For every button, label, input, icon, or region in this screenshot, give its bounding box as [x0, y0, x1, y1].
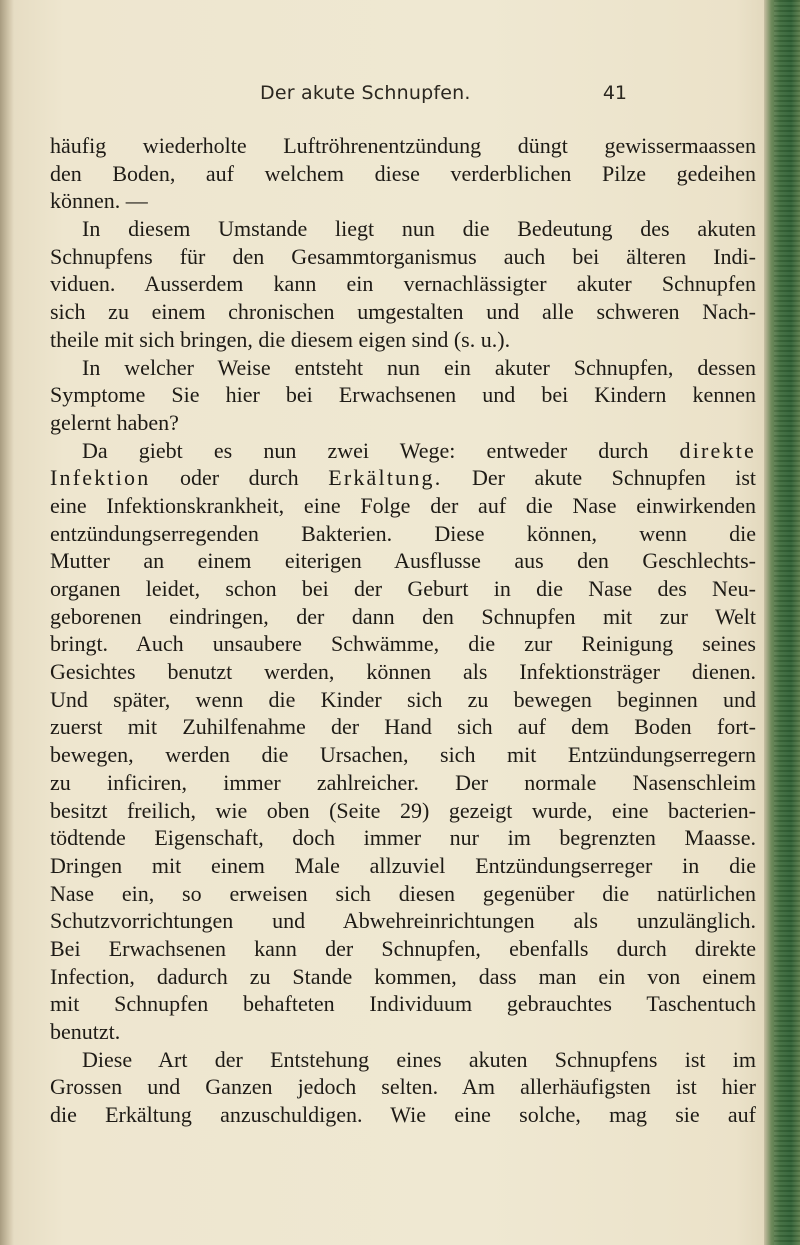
text-line: bewegen, werden die Ursachen, sich mit Entzündungserregern [50, 742, 756, 768]
text-line: die Erkältung anzuschuldigen. Wie eine solche, mag sie auf [50, 1102, 756, 1128]
running-title: Der akute Schnupfen. [260, 82, 471, 104]
text-line: Infection, dadurch zu Stande kommen, dass man ein von einem [50, 963, 756, 989]
text-line: Da giebt es nun zwei Wege: entweder durch direkte [82, 437, 756, 463]
text-line: tödtende Eigenschaft, doch immer nur im begrenzten Maasse. [50, 825, 756, 851]
text-line: häufig wiederholte Luftröhrenentzündung düngt gewissermaassen [50, 133, 756, 158]
text-line: zu inficiren, immer zahlreicher. Der normale Nasenschleim [50, 769, 756, 795]
text-line: Bei Erwachsenen kann der Schnupfen, ebenfalls durch direkte [50, 935, 756, 961]
text-line: theile mit sich bringen, die diesem eigen sind (s. u.). [50, 326, 511, 352]
text-line: Schutzvorrichtungen und Abwehreinrichtungen als unzulänglich. [50, 908, 756, 934]
spaced-emphasis: Infektion [50, 465, 151, 491]
text-line: In welcher Weise entsteht nun ein akuter Schnupfen, dessen [82, 354, 756, 380]
body-text [50, 132, 756, 1129]
spaced-emphasis: Erkältung. [328, 465, 443, 491]
text-line: Grossen und Ganzen jedoch selten. Am allerhäufigsten ist hier [50, 1074, 756, 1100]
page-number: 41 [602, 82, 627, 104]
text-line: In diesem Umstande liegt nun die Bedeutung des akuten [82, 216, 756, 242]
text-line: den Boden, auf welchem diese verderblichen Pilze gedeihen [50, 160, 756, 186]
page-gutter-shadow [0, 0, 14, 1245]
text-line: besitzt freilich, wie oben (Seite 29) gezeigt wurde, eine bacterien- [50, 797, 756, 823]
text-line: sich zu einem chronischen umgestalten und alle schweren Nach- [50, 299, 756, 325]
text-line: Und später, wenn die Kinder sich zu bewegen beginnen und [50, 686, 756, 712]
text-line: Symptome Sie hier bei Erwachsenen und bei Kindern kennen [50, 382, 756, 408]
text-line: mit Schnupfen behafteten Individuum gebrauchtes Taschentuch [50, 991, 756, 1017]
text-line: eine Infektionskrankheit, eine Folge der auf die Nase einwirkenden [50, 492, 756, 518]
text-line: Diese Art der Entstehung eines akuten Schnupfens ist im [82, 1046, 756, 1072]
running-header [50, 82, 750, 110]
spaced-emphasis: direkte [679, 437, 756, 463]
text-line: gelernt haben? [50, 409, 179, 435]
text-line: Mutter an einem eiterigen Ausflusse aus den Geschlechts- [50, 548, 756, 574]
text-line: viduen. Ausserdem kann ein vernachlässigter akuter Schnupfen [50, 271, 756, 297]
text-line: geborenen eindringen, der dann den Schnupfen mit zur Welt [50, 603, 756, 629]
text-line: organen leidet, schon bei der Geburt in die Nase des Neu- [50, 576, 756, 601]
text-line: bringt. Auch unsaubere Schwämme, die zur Reinigung seines [50, 631, 756, 657]
text-line: Dringen mit einem Male allzuviel Entzündungserreger in die [50, 852, 756, 878]
text-line: Nase ein, so erweisen sich diesen gegenüber die natürlichen [50, 880, 756, 906]
text-line: zuerst mit Zuhilfenahme der Hand sich auf dem Boden fort- [50, 714, 756, 740]
text-line: benutzt. [50, 1019, 121, 1044]
text-line: Infektion oder durch Erkältung. Der akute Schnupfen ist [50, 465, 757, 491]
text-line: entzündungserregenden Bakterien. Diese können, wenn die [50, 520, 756, 546]
book-cover-edge [764, 0, 800, 1245]
text-line: können. — [50, 188, 148, 214]
text-line: Schnupfens für den Gesammtorganismus auch bei älteren Indi- [50, 243, 756, 269]
text-line: Gesichtes benutzt werden, können als Infektionsträger dienen. [50, 659, 756, 685]
